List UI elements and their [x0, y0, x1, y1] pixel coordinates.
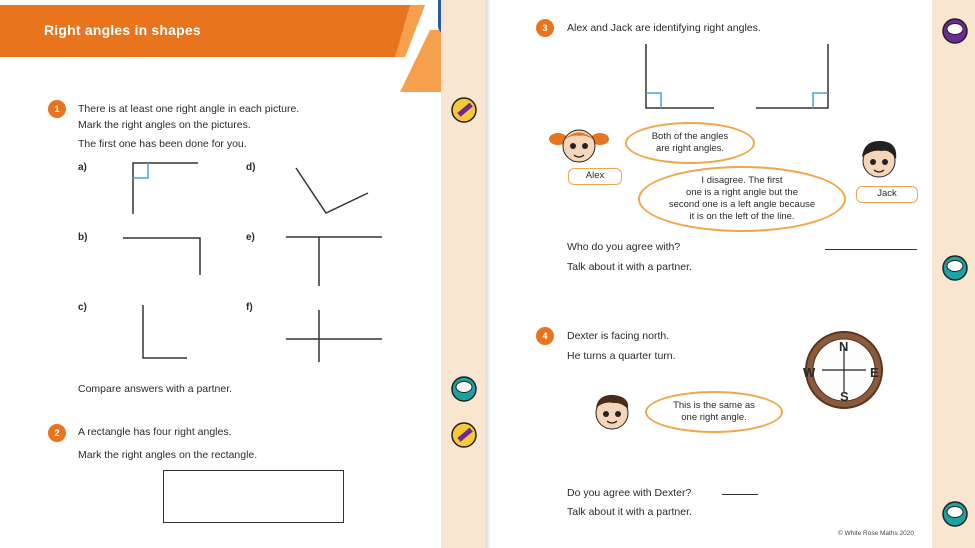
question-2-number: 2 — [48, 424, 66, 442]
q4-talk: Talk about it with a partner. — [567, 506, 692, 518]
q1-label-c: c) — [78, 302, 87, 313]
pencil-icon — [450, 421, 478, 449]
copyright-footer: © White Rose Maths 2020 — [838, 530, 914, 537]
speech-bubble-icon — [450, 375, 478, 403]
q1-compare-text: Compare answers with a partner. — [78, 383, 233, 395]
q1-diagrams — [0, 150, 400, 370]
compass-south-label: S — [840, 389, 849, 404]
alex-avatar — [548, 124, 610, 168]
dexter-avatar — [586, 389, 638, 435]
jack-name-tag: Jack — [856, 186, 918, 203]
q1-instruction-3: The first one has been done for you. — [78, 138, 247, 150]
q3-talk: Talk about it with a partner. — [567, 261, 692, 273]
q3-angle-diagrams — [640, 40, 840, 115]
q2-instruction-2: Mark the right angles on the rectangle. — [78, 449, 258, 461]
compass-east-label: E — [870, 365, 879, 380]
question-4-number: 4 — [536, 327, 554, 345]
q1-label-b: b) — [78, 232, 88, 243]
compass-north-label: N — [839, 339, 849, 354]
q4-instruction-1: Dexter is facing north. — [567, 330, 670, 342]
question-1-number: 1 — [48, 100, 66, 118]
question-3-number: 3 — [536, 19, 554, 37]
page-title: Right angles in shapes — [44, 22, 201, 38]
q3-intro: Alex and Jack are identifying right angles. — [567, 22, 761, 34]
q2-rectangle — [163, 470, 344, 523]
shape-c — [143, 305, 187, 358]
q1-label-a: a) — [78, 162, 87, 173]
q1-instruction-1: There is at least one right angle in each picture. — [78, 103, 300, 115]
compass-west-label: W — [803, 365, 816, 380]
q1-label-e: e) — [246, 232, 255, 243]
q4-instruction-2: He turns a quarter turn. — [567, 350, 676, 362]
left-side-strip — [441, 0, 486, 548]
q4-answer-line — [722, 494, 758, 495]
q1-label-f: f) — [246, 302, 253, 313]
q4-question: Do you agree with Dexter? — [567, 487, 692, 499]
jack-avatar — [854, 137, 904, 183]
shape-f — [286, 310, 382, 362]
speech-bubble-icon — [941, 254, 969, 282]
q1-label-d: d) — [246, 162, 256, 173]
shape-d — [296, 168, 368, 213]
speech-bubble-icon — [941, 17, 969, 45]
alex-speech-bubble: Both of the angles are right angles. — [625, 122, 755, 164]
dexter-speech-bubble: This is the same as one right angle. — [645, 391, 783, 433]
right-page — [490, 0, 975, 548]
shape-b — [123, 238, 200, 275]
q1-instruction-2: Mark the right angles on the pictures. — [78, 119, 251, 131]
shape-a — [133, 163, 198, 214]
q3-answer-line — [825, 249, 917, 250]
speech-bubble-icon — [941, 500, 969, 528]
alex-name-tag: Alex — [568, 168, 622, 185]
jack-speech-bubble: I disagree. The first one is a right angle but the second one is a left angle because it is on the left of the line. — [638, 166, 846, 232]
q2-instruction-1: A rectangle has four right angles. — [78, 426, 232, 438]
q3-question: Who do you agree with? — [567, 241, 681, 253]
pencil-icon — [450, 96, 478, 124]
shape-e — [286, 237, 382, 286]
